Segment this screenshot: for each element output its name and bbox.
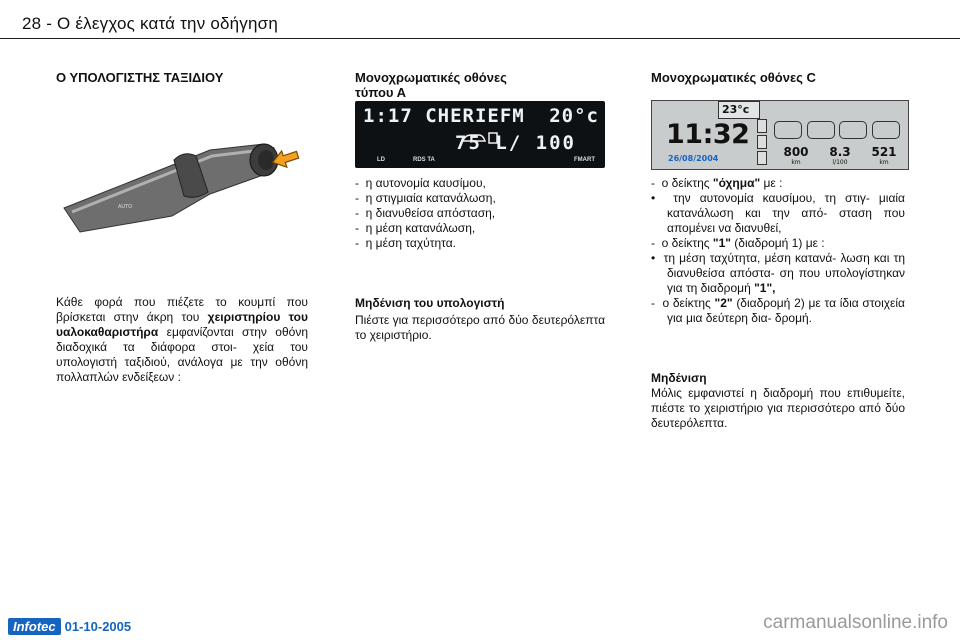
reset-text: Μόλις εμφανιστεί η διαδρομή που επιθυμείτε, πιέστε το χειριστήριο για περισσότερο από δύο δευτερόλεπτα. — [651, 386, 905, 430]
list-item: - ο δείκτης "2" (διαδρομή 2) με τα ίδια στοιχεία για μια δεύτερη δια- δρομή. — [651, 296, 905, 325]
list-item: - η στιγμιαία κατανάλωση, — [355, 191, 496, 205]
display-c-temp: 23°c — [722, 103, 750, 116]
svg-text:AUTO: AUTO — [118, 204, 133, 210]
display-a-temp: 20°c — [549, 105, 599, 127]
display-a-row1: 1:17 CHERIEFM — [363, 105, 525, 127]
list-item: - η αυτονομία καυσίμου, — [355, 176, 486, 190]
list-item: - η διανυθείσα απόσταση, — [355, 206, 496, 220]
reset-heading: Μηδένιση — [651, 371, 707, 385]
page-header: 28 - Ο έλεγχος κατά την οδήγηση — [22, 14, 279, 33]
type-c-list — [651, 176, 905, 326]
computer-reset-heading: Μηδένιση του υπολογιστή — [355, 296, 505, 310]
display-c-tabs — [757, 119, 767, 165]
header-rule — [0, 38, 960, 39]
footer — [8, 618, 131, 635]
display-a-row2: 75 L/ 100 — [455, 132, 576, 154]
infotec-logo: Infotec — [8, 618, 61, 635]
list-item: • την αυτονομία καυσίμου, τη στιγ- μιαία κατανάλωση και την από- σταση που απομένει να διανυθεί, — [651, 191, 905, 235]
car-icon — [774, 121, 802, 139]
list-item: • τη μέση ταχύτητα, μέση κατανά- λωση και τη διανυθείσα απόστα- ση που υπολογίστηκαν για τη διαδρομή "1", — [651, 251, 905, 295]
display-c-date: 26/08/2004 — [668, 154, 719, 163]
display-c-value-1: 800 — [783, 145, 809, 159]
list-item: - η μέση ταχύτητα. — [355, 236, 456, 250]
page-number: 28 — [22, 14, 42, 33]
display-c-unit-3: km — [879, 159, 889, 166]
fuel-icon — [807, 121, 835, 139]
type-a-list — [355, 176, 605, 251]
pump-icon — [839, 121, 867, 139]
display-a-label-2: RDS TA — [413, 157, 435, 163]
page-title: Ο έλεγχος κατά την οδήγηση — [57, 14, 279, 33]
footer-date: 01-10-2005 — [64, 619, 132, 634]
display-c-unit-1: km — [791, 159, 801, 166]
list-item: - ο δείκτης "1" (διαδρομή 1) με : — [651, 236, 825, 250]
wiper-stalk-term: χειριστηρίου του υαλοκαθαριστήρα — [56, 310, 308, 339]
display-c-unit-2: l/100 — [832, 159, 848, 166]
display-c-clock: 11:32 — [666, 119, 750, 150]
flag-icon — [872, 121, 900, 139]
trip-computer-paragraph: Κάθε φορά που πιέζετε το κουμπί που βρίσκεται στην άκρη του χειριστηρίου του υαλοκαθαριστήρα εμφανίζονται στην οθόνη διαδοχικά τα διάφορα στοι- χεία του υπολογιστή ταξιδιού, ανάλογα με την οθόνη πολλαπλών ενδείξεων : — [56, 295, 308, 384]
list-item: - ο δείκτης "όχημα" με : — [651, 176, 783, 190]
type-a-heading: Μονοχρωματικές οθόνες τύπου Α — [355, 70, 507, 100]
display-a-label-3: FMART — [574, 157, 595, 163]
type-c-display — [651, 100, 909, 170]
display-c-value-3: 521 — [871, 145, 897, 159]
watermark: carmanualsonline.info — [763, 612, 948, 633]
type-c-heading: Μονοχρωματικές οθόνες C — [651, 70, 816, 85]
list-item: - η μέση κατανάλωση, — [355, 221, 476, 235]
wiper-stalk-illustration — [60, 120, 310, 235]
display-a-label-1: LD — [377, 157, 385, 163]
display-c-value-2: 8.3 — [829, 145, 851, 159]
trip-computer-heading: Ο ΥΠΟΛΟΓΙΣΤΗΣ ΤΑΞΙΔΙΟΥ — [56, 70, 224, 85]
computer-reset-text: Πιέστε για περισσότερο από δύο δευτερόλεπτα το χειριστήριο. — [355, 313, 605, 342]
type-a-display — [355, 101, 605, 168]
